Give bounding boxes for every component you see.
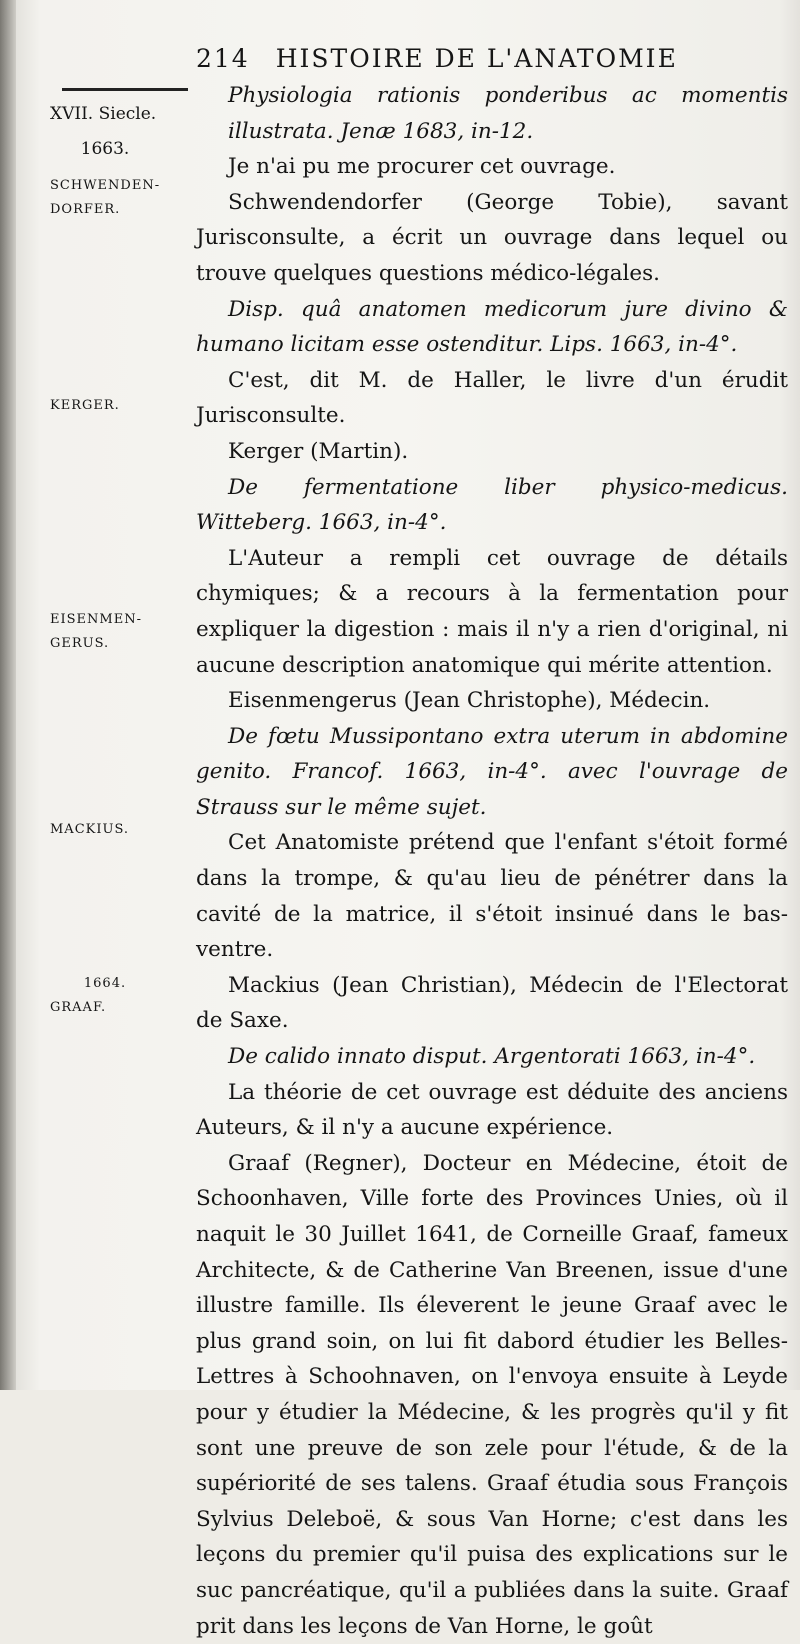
page-number: 214: [196, 44, 250, 73]
paragraph: C'est, dit M. de Haller, le livre d'un érudit Jurisconsulte.: [196, 367, 788, 429]
paragraph: Cet Anatomiste prétend que l'enfant s'étoit formé dans la trompe, & qu'au lieu de pénétrer dans la cavité de la matrice, il s'étoit insinué dans le bas-ventre.: [196, 830, 788, 963]
paragraph: L'Auteur a rempli cet ouvrage de détails chymiques; & a recours à la fermentation pour expliquer la digestion : mais il n'y a rien d'original, ni aucune description anatomique qui mérite attention.: [196, 545, 788, 678]
main-text: [196, 78, 788, 1644]
paragraph: De fermentatione liber physico-medicus. Witteberg. 1663, in-4°.: [196, 474, 788, 536]
paragraph: De fœtu Mussipontano extra uterum in abdomine genito. Francof. 1663, in-4°. avec l'ouvrage de Strauss sur le même sujet.: [196, 723, 788, 820]
running-header: [196, 44, 796, 73]
paragraph: Graaf (Regner), Docteur en Médecine, étoit de Schoonhaven, Ville forte des Provinces Unies, où il naquit le 30 Juillet 1641, de Corneille Graaf, fameux Architecte, & de Catherine Van Breenen, issue d'une illustre famille. Ils éleverent le jeune Graaf avec le plus grand soin, on lui fit dabord étudier les Belles-Lettres à Schoohnaven, on l'envoya ensuite à Leyde pour y étudier la Médecine, & les progrès qu'il y fit sont une preuve de son zele pour l'étude, & de la supériorité de ses talens. Graaf étudia sous François Sylvius Deleboë, & sous Van Horne; c'est dans les leçons du premier qu'il puisa des explications sur le suc pancréatique, qu'il a publiées dans la suite. Graaf prit dans les leçons de Van Horne, le goût: [196, 1150, 788, 1639]
margin-kerger: KERGER.: [50, 398, 120, 413]
page-binding-shadow: [0, 0, 16, 1390]
paragraph: Schwendendorfer (George Tobie), savant Jurisconsulte, a écrit un ouvrage dans lequel ou trouve quelques questions médico-légales.: [196, 189, 788, 286]
margin-line: GERUS.: [50, 636, 110, 651]
paragraph: La théorie de cet ouvrage est déduite des anciens Auteurs, & il n'y a aucune expérience.: [196, 1079, 788, 1141]
margin-eisenmengerus: [50, 608, 190, 656]
margin-century: XVII. Siecle.: [50, 104, 157, 124]
margin-graaf: GRAAF.: [50, 1000, 107, 1015]
paragraph: Eisenmengerus (Jean Christophe), Médecin.: [228, 688, 711, 714]
margin-line: SCHWENDEN-: [50, 178, 161, 193]
header-rule: [62, 88, 188, 91]
running-title: HISTOIRE DE L'ANATOMIE: [275, 44, 678, 73]
paragraph: De calido innato disput. Argentorati 1663, in-4°.: [228, 1044, 756, 1070]
margin-year-1663: 1663.: [80, 139, 130, 159]
paragraph: Je n'ai pu me procurer cet ouvrage.: [228, 154, 616, 180]
margin-line: DORFER.: [50, 202, 121, 217]
paragraph: Kerger (Martin).: [228, 438, 409, 464]
margin-mackius: MACKIUS.: [50, 822, 130, 837]
margin-year-1664: 1664.: [83, 976, 127, 991]
paragraph: Physiologia rationis ponderibus ac momentis illustrata. Jenæ 1683, in-12.: [228, 83, 788, 144]
margin-line: EISENMEN-: [50, 612, 142, 627]
paragraph: Disp. quâ anatomen medicorum jure divino & humano licitam esse ostenditur. Lips. 1663, in-4°.: [196, 296, 788, 358]
paragraph: Mackius (Jean Christian), Médecin de l'Electorat de Saxe.: [196, 972, 788, 1034]
margin-schwendendorfer: [50, 174, 190, 222]
